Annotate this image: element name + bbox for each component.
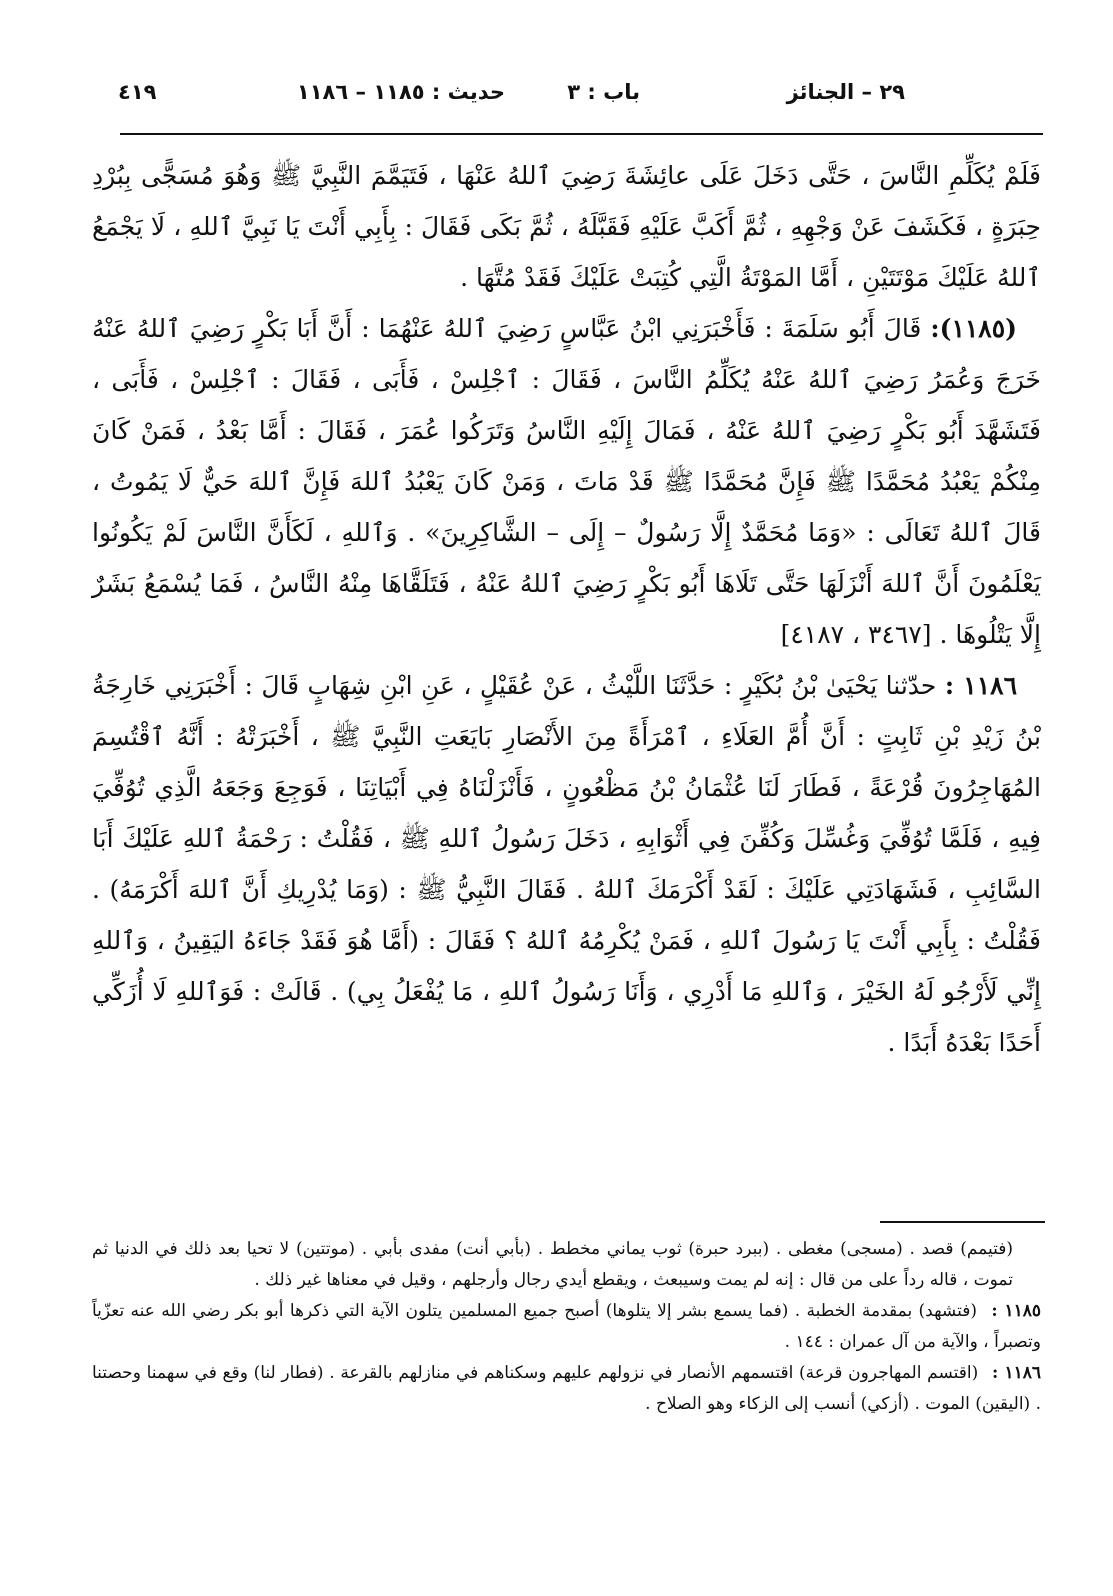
intro-paragraph: فَلَمْ يُكَلِّمِ النَّاسَ ، حَتَّى دَخَلَ عَلَى عائِشَةَ رَضِيَ ٱللهُ عَنْهَا ، فَتَيَمَّمَ النَّبِيَّ ﷺ وَهُوَ مُسَجًّى بِبُرْدِ حِبَرَةٍ ، فَكَشَفَ عَنْ وَجْهِهِ ، ثُمَّ أَكَبَّ عَلَيْهِ فَقَبَّلَهُ ، ثُمَّ بَكَى فَقَالَ : بِأَبِي أَنْتَ يَا نَبِيَّ ٱللهِ ، لَا يَجْمَعُ ٱللهُ عَلَيْكَ مَوْتَتَيْنِ ، أَمَّا المَوْتَةُ الَّتِي كُتِبَتْ عَلَيْكَ فَقَدْ مُتَّهَا . <box>92 161 1041 292</box>
footnote-1186 <box>92 1358 1041 1420</box>
hadith-1186 <box>92 660 1041 1068</box>
hadith-1185-number: (١١٨٥): <box>930 314 1018 343</box>
hadith-range: حديث : ١١٨٥ – ١١٨٦ <box>296 80 505 104</box>
footnote-1186-text: (اقتسم المهاجرون قرعة) اقتسمهم الأنصار في نزولهم عليهم وسكناهم في منازلهم بالقرعة . (فطار لنا) وقع في سهمنا وحصتنا . (اليقين) الموت . (أزكي) أنسب إلى الزكاء وهو الصلاح . <box>92 1363 1041 1414</box>
main-text <box>92 150 1041 1068</box>
hadith-1185 <box>92 303 1041 660</box>
footnote-1185-text: (فتشهد) بمقدمة الخطبة . (فما يسمع بشر إلا يتلوها) أصبح جميع المسلمين يتلون الآية التي ذكرها أبو بكر رضي الله عنه تعزّياً وتصبراً ، والآية من آل عمران : ١٤٤ . <box>92 1301 1041 1352</box>
chapter-title: ٢٩ – الجنائز <box>786 80 905 104</box>
footnote-1186-number: ١١٨٦ : <box>991 1363 1041 1383</box>
hadith-1185-text: قَالَ أَبُو سَلَمَةَ : فَأَخْبَرَنِي ابْنُ عَبَّاسٍ رَضِيَ ٱللهُ عَنْهُمَا : أَنَّ أَبَا بَكْرٍ رَضِيَ ٱللهُ عَنْهُ خَرَجَ وَعُمَرُ رَضِيَ ٱللهُ عَنْهُ يُكَلِّمُ النَّاسَ ، فَقَالَ : ٱجْلِسْ ، فَأَبَى ، فَقَالَ : ٱجْلِسْ ، فَأَبَى ، فَتَشَهَّدَ أَبُو بَكْرٍ رَضِيَ ٱللهُ عَنْهُ ، فَمَالَ إِلَيْهِ النَّاسُ وَتَرَكُوا عُمَرَ ، فَقَالَ : أَمَّا بَعْدُ ، فَمَنْ كَانَ مِنْكُمْ يَعْبُدُ مُحَمَّدًا ﷺ فَإِنَّ مُحَمَّدًا ﷺ قَدْ مَاتَ ، وَمَنْ كَانَ يَعْبُدُ ٱللهَ فَإِنَّ ٱللهَ حَيٌّ لَا يَمُوتُ ، قَالَ ٱللهُ تَعَالَى : «وَمَا مُحَمَّدٌ إِلَّا رَسُولٌ – إِلَى – الشَّاكِرِينَ» . وَٱللهِ ، لَكَأَنَّ النَّاسَ لَمْ يَكُونُوا يَعْلَمُونَ أَنَّ ٱللهَ أَنْزَلَهَا حَتَّى تَلَاهَا أَبُو بَكْرٍ رَضِيَ ٱللهُ عَنْهُ ، فَتَلَقَّاهَا مِنْهُ النَّاسُ ، فَمَا يُسْمَعُ بَشَرٌ إِلَّا يَتْلُوهَا . [٣٤٦٧ ، ٤١٨٧] <box>92 314 1041 649</box>
bab-number: باب : ٣ <box>567 80 640 104</box>
running-header <box>118 80 905 116</box>
footnote-divider <box>880 1221 1045 1223</box>
hadith-1186-text: حدّثنا يَحْيَىٰ بْنُ بُكَيْرٍ : حَدَّثَنَا اللَّيْثُ ، عَنْ عُقَيْلٍ ، عَنِ ابْنِ شِهَابٍ قَالَ : أَخْبَرَنِي خَارِجَةُ بْنُ زَيْدِ بْنِ ثَابِتٍ : أَنَّ أُمَّ العَلَاءِ ، ٱمْرَأَةً مِنَ الأَنْصَارِ بَايَعَتِ النَّبِيَّ ﷺ ، أَخْبَرَتْهُ : أَنَّهُ ٱقْتُسِمَ المُهَاجِرُونَ قُرْعَةً ، فَطَارَ لَنَا عُثْمَانُ بْنُ مَظْعُونٍ ، فَأَنْزَلْنَاهُ فِي أَبْيَاتِنَا ، فَوَجِعَ وَجَعَهُ الَّذِي تُوُفِّيَ فِيهِ ، فَلَمَّا تُوُفِّيَ وَغُسِّلَ وَكُفِّنَ فِي أَثْوَابِهِ ، دَخَلَ رَسُولُ ٱللهِ ﷺ ، فَقُلْتُ : رَحْمَةُ ٱللهِ عَلَيْكَ أَبَا السَّائِبِ ، فَشَهَادَتِي عَلَيْكَ : لَقَدْ أَكْرَمَكَ ٱللهُ . فَقَالَ النَّبِيُّ ﷺ : (وَمَا يُدْرِيكِ أَنَّ ٱللهَ أَكْرَمَهُ) . فَقُلْتُ : بِأَبِي أَنْتَ يَا رَسُولَ ٱللهِ ، فَمَنْ يُكْرِمُهُ ٱللهُ ؟ فَقَالَ : (أَمَّا هُوَ فَقَدْ جَاءَهُ اليَقِينُ ، وَٱللهِ إِنِّي لَأَرْجُو لَهُ الخَيْرَ ، وَٱللهِ مَا أَدْرِي ، وَأَنَا رَسُولُ ٱللهِ ، مَا يُفْعَلُ بِي) . قَالَتْ : فَوَٱللهِ لَا أُزَكِّي أَحَدًا بَعْدَهُ أَبَدًا . <box>92 671 1041 1057</box>
footnote-1185-number: ١١٨٥ : <box>991 1301 1042 1321</box>
header-divider <box>120 133 1043 135</box>
footnotes <box>92 1234 1041 1420</box>
footnote-1185 <box>92 1296 1041 1358</box>
hadith-1186-number: ١١٨٦ : <box>944 671 1018 700</box>
page-number: ٤١٩ <box>118 80 157 104</box>
footnote-intro: (فتيمم) قصد . (مسجى) مغطى . (ببرد حبرة) ثوب يماني مخطط . (بأبي أنت) مفدى بأبي . (موتتين) لا تحيا بعد ذلك في الدنيا ثم تموت ، قاله رداً على من قال : إنه لم يمت وسيبعث ، ويقطع أيدي رجال وأرجلهم ، وقيل في معناها غير ذلك . <box>92 1239 1013 1290</box>
